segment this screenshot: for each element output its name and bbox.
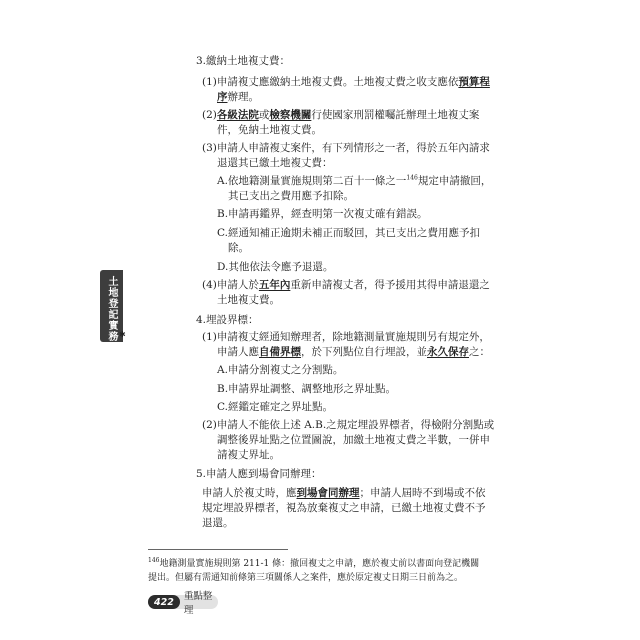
section4-item1-subA: A.申請分割複丈之分割點。 — [217, 364, 344, 376]
text: 規定申請撤回， — [417, 175, 492, 187]
text: (4)申請人於 — [202, 279, 259, 291]
section4-item2-line1: (2)申請人不能依上述 A.B.之規定埋設界標者，得檢附分割點或 — [202, 419, 495, 431]
section3-item3-line2: 退還其已繳土地複丈費： — [217, 157, 333, 169]
section3-item3-subC-line1: C.經通知補正逾期未補正而駁回，其已支出之費用應予扣 — [217, 227, 480, 239]
section3-item3-subA-line1 — [217, 174, 491, 188]
section4-item1-subC: C.經鑑定確定之界址點。 — [217, 401, 333, 413]
text: 申請人於複丈時，應 — [202, 487, 297, 499]
section4-item2-line2: 調整後界址點之位置圖說，加繳土地複丈費之半數，一併申 — [217, 434, 490, 446]
emphasis: 永久保存 — [427, 346, 469, 358]
text: 重新申請複丈者，得予援用其得申請退還之 — [290, 279, 490, 291]
section3-item1-line2 — [217, 90, 259, 104]
section3-item3-line1: (3)申請人申請複丈案件，有下列情形之一者，得於五年內請求 — [202, 142, 490, 154]
section5-line1 — [202, 486, 486, 500]
section5-line2: 規定埋設界標者，視為放棄複丈之申請，已繳土地複丈費不予 — [202, 502, 486, 514]
emphasis: 序 — [217, 91, 228, 103]
section3-item2-line2: 件，免納土地複丈費。 — [217, 124, 322, 136]
section4-item1-line1: (1)申請複丈經通知辦理者，除地籍測量實施規則另有規定外， — [202, 331, 490, 343]
text: A.依地籍測量實施規則第二百十一條之一 — [217, 175, 407, 187]
section3-item3-subA-line2: 其已支出之費用應予扣除。 — [228, 190, 354, 202]
text: 地籍測量實施規則第 211-1 條：撤回複丈之申請，應於複丈前以書面向登記機關 — [159, 559, 480, 569]
text: ，於下列點位自行埋設，並 — [301, 346, 427, 358]
section3-title: 3.繳納土地複丈費： — [196, 55, 291, 67]
text: 或 — [258, 109, 270, 121]
emphasis: 五年內 — [258, 279, 291, 291]
page-number: 422 — [148, 595, 180, 609]
text: 行使國家刑罰權囑託辦理土地複丈案 — [311, 109, 480, 121]
section3-item4-line1 — [202, 278, 490, 292]
section3-item1-line1 — [202, 75, 490, 89]
text: (2) — [202, 109, 217, 121]
footnote-line1 — [148, 558, 479, 570]
footnote-marker: 146 — [148, 557, 160, 564]
emphasis: 到場會同辦理 — [296, 487, 360, 499]
emphasis: 各級法院 — [216, 109, 259, 121]
chapter-side-tab-label: 土地登記實務 — [106, 276, 117, 342]
footnote-line2: 提出。但屬有需通知前條第三項關係人之案件，應於原定複丈日期三日前為之。 — [148, 573, 464, 583]
text: ；申請人屆時不到場或不依 — [359, 487, 486, 499]
text: (1)申請複丈應繳納土地複丈費。土地複丈費之收支應依 — [202, 76, 459, 88]
text: 辦理。 — [227, 91, 259, 103]
footnote-marker: 146 — [406, 174, 418, 182]
text: 申請人應 — [217, 346, 259, 358]
footnote-divider — [148, 549, 288, 550]
section3-item2-line1 — [202, 108, 479, 122]
section3-item4-line2: 土地複丈費。 — [217, 294, 280, 306]
section3-item3-subC-line2: 除。 — [228, 242, 249, 254]
section5-line3: 退還。 — [202, 517, 234, 529]
section4-title: 4.埋設界標： — [196, 314, 259, 326]
section3-item3-subD: D.其他依法令應予退還。 — [217, 261, 334, 273]
page-footer-badge — [148, 591, 218, 616]
emphasis: 自備界標 — [259, 346, 301, 358]
star-icon: ✱ — [119, 330, 126, 339]
section4-item2-line3: 請複丈界址。 — [217, 449, 280, 461]
section4-item1-subB: B.申請界址調整、調整地形之界址點。 — [217, 383, 397, 395]
section5-title: 5.申請人應到場會同辦理： — [196, 468, 322, 480]
page-footer-label: 重點整理 — [183, 591, 213, 616]
section4-item1-line2 — [217, 345, 490, 359]
emphasis: 預算程 — [458, 76, 490, 88]
section3-item3-subB: B.申請再鑑界，經查明第一次複丈確有錯誤。 — [217, 208, 428, 220]
text: 之： — [469, 346, 490, 358]
emphasis: 檢察機關 — [269, 109, 312, 121]
